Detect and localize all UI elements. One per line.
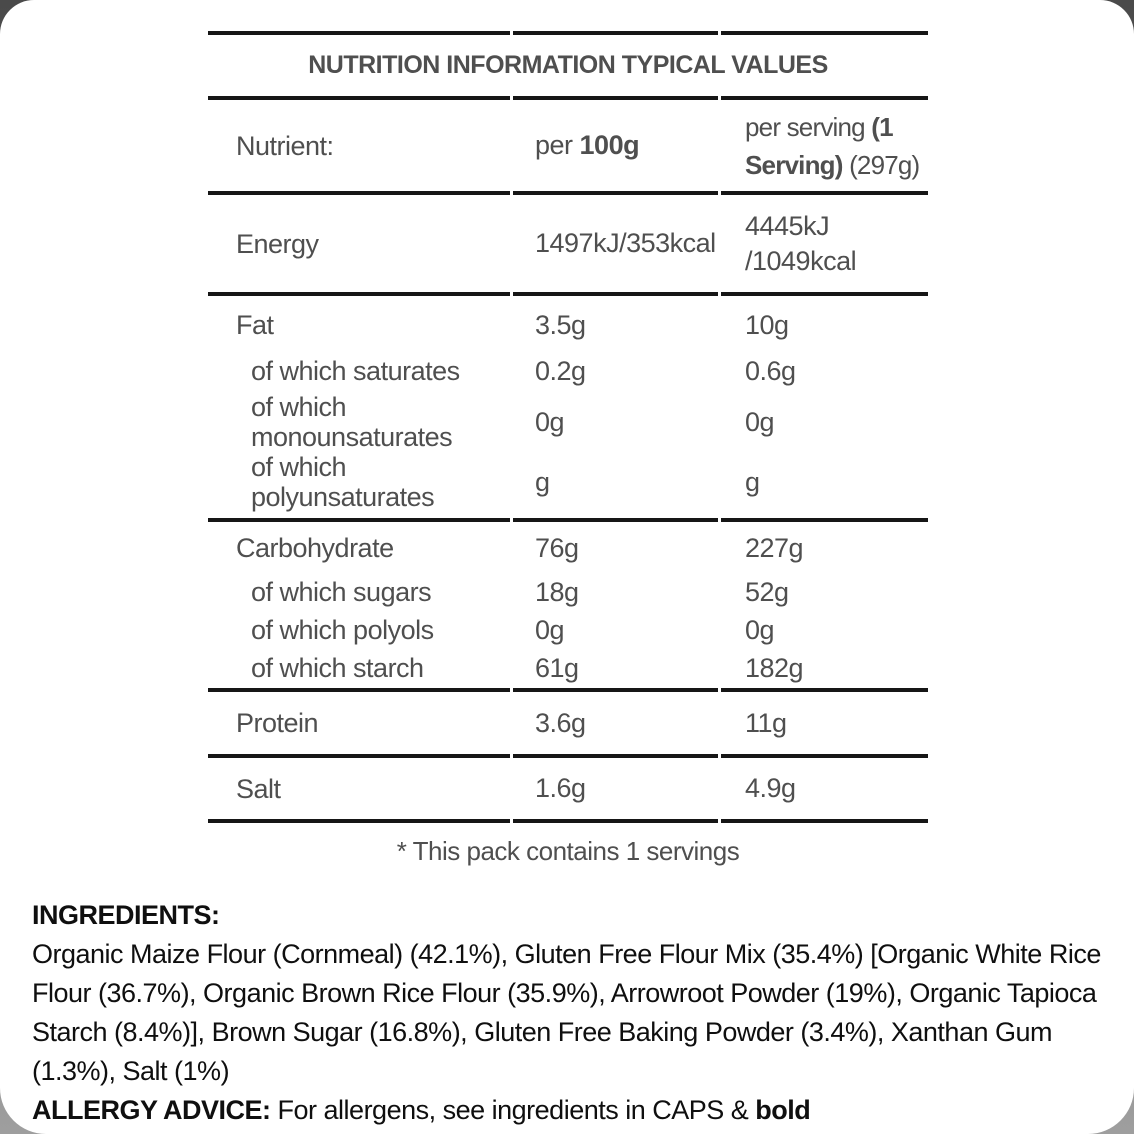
table-border — [208, 292, 928, 296]
ingredients-heading: INGREDIENTS: — [32, 900, 220, 930]
table-border — [208, 518, 928, 522]
ingredients-text — [32, 935, 1104, 1091]
row-per-100g-value: 0.2g — [535, 355, 586, 386]
table-row — [208, 523, 928, 573]
table-row — [208, 392, 928, 450]
serving-value-line2: /1049kcal — [745, 245, 857, 276]
serving-value-line1: 4445kJ — [745, 210, 830, 241]
row-per-serving-value: 10g — [745, 309, 789, 340]
header-nutrient: Nutrient: — [236, 130, 334, 161]
table-border — [208, 191, 928, 195]
header-per-100g — [510, 130, 718, 161]
row-per-serving-value: 0g — [745, 406, 775, 437]
table-header-row — [208, 100, 928, 191]
table-border-bottom — [208, 819, 928, 823]
allergy-bold-word: bold — [755, 1095, 811, 1125]
row-label: Salt — [236, 773, 281, 804]
row-per-serving-value: 227g — [745, 532, 804, 563]
table-row — [208, 649, 928, 687]
row-per-serving-value: g — [745, 466, 760, 497]
table-row — [208, 611, 928, 649]
table-row — [208, 450, 928, 514]
row-label: of which sugars — [251, 577, 432, 607]
row-label: of which saturates — [251, 356, 460, 386]
per-100g-prefix: per — [535, 130, 580, 160]
row-per-100g-value: 0g — [535, 614, 565, 645]
per-serving-line1 — [745, 108, 928, 146]
allergy-heading: ALLERGY ADVICE: — [32, 1095, 271, 1125]
row-per-100g-value: 61g — [535, 652, 579, 683]
row-per-100g-value: 3.6g — [535, 707, 586, 738]
table-border — [208, 96, 928, 100]
row-per-100g-value: 3.5g — [535, 309, 586, 340]
row-label: of which polyols — [251, 615, 434, 645]
table-row — [208, 350, 928, 392]
row-per-100g-value: 18g — [535, 576, 579, 607]
per-serving-line2 — [745, 146, 928, 184]
table-row — [208, 300, 928, 350]
ingredients-block — [32, 896, 1104, 1130]
table-border-top — [208, 31, 928, 35]
servings-footnote: * This pack contains 1 servings — [396, 836, 740, 866]
row-per-100g-value: g — [535, 466, 550, 497]
per-serving-suffix: (297g) — [842, 149, 920, 180]
row-per-serving-value: 182g — [745, 652, 804, 683]
per-serving-prefix: per serving — [745, 111, 872, 142]
table-row — [208, 573, 928, 611]
table-row — [208, 195, 928, 292]
table-border — [208, 688, 928, 692]
row-per-serving-value: 11g — [745, 707, 787, 738]
header-per-serving — [718, 108, 928, 184]
row-label: Fat — [236, 310, 274, 340]
row-per-100g-value: 1497kJ/353kcal — [535, 228, 716, 258]
row-label: Protein — [236, 708, 319, 738]
per-100g-bold: 100g — [579, 130, 640, 160]
table-title: NUTRITION INFORMATION TYPICAL VALUES — [308, 51, 828, 79]
row-label: of which monounsaturates — [251, 392, 453, 452]
row-per-serving-value: 0g — [745, 614, 775, 645]
row-per-100g-value: 76g — [535, 532, 579, 563]
per-serving-bold-2: Serving) — [745, 149, 843, 180]
nutrition-table — [208, 31, 928, 869]
row-per-100g-value: 0g — [535, 406, 565, 437]
allergy-text: For allergens, see ingredients in CAPS & — [270, 1095, 756, 1125]
row-per-serving-value: 4.9g — [745, 773, 796, 803]
row-per-serving-value: 0.6g — [745, 355, 796, 386]
allergy-advice — [32, 1091, 1104, 1130]
table-row — [208, 758, 928, 819]
carbohydrate-section — [208, 522, 928, 688]
per-serving-bold-1: (1 — [871, 111, 893, 142]
table-border — [208, 754, 928, 758]
row-label: Carbohydrate — [236, 533, 394, 563]
fat-section — [208, 296, 928, 518]
row-label: Energy — [236, 228, 319, 259]
row-per-serving-value: 52g — [745, 576, 789, 607]
ingredients-list: Organic Maize Flour (Cornmeal) (42.1%), Gluten Free Flour Mix (35.4%) [Organic White Rice Flour (36.7%), Organic Brown Rice Flour (35.9%), Arrowroot Powder (19%), Organic Tapioca Starch (8.4%)], Brown Sugar (16.8%), Gluten Free Baking Powder (3.4%), Xanthan Gum (1.3%), Salt (1%) — [32, 939, 1101, 1086]
row-label: of which polyunsaturates — [251, 452, 435, 512]
table-row — [208, 692, 928, 754]
row-per-serving-value — [718, 209, 928, 279]
row-per-100g-value: 1.6g — [535, 773, 586, 803]
row-label: of which starch — [251, 653, 424, 683]
